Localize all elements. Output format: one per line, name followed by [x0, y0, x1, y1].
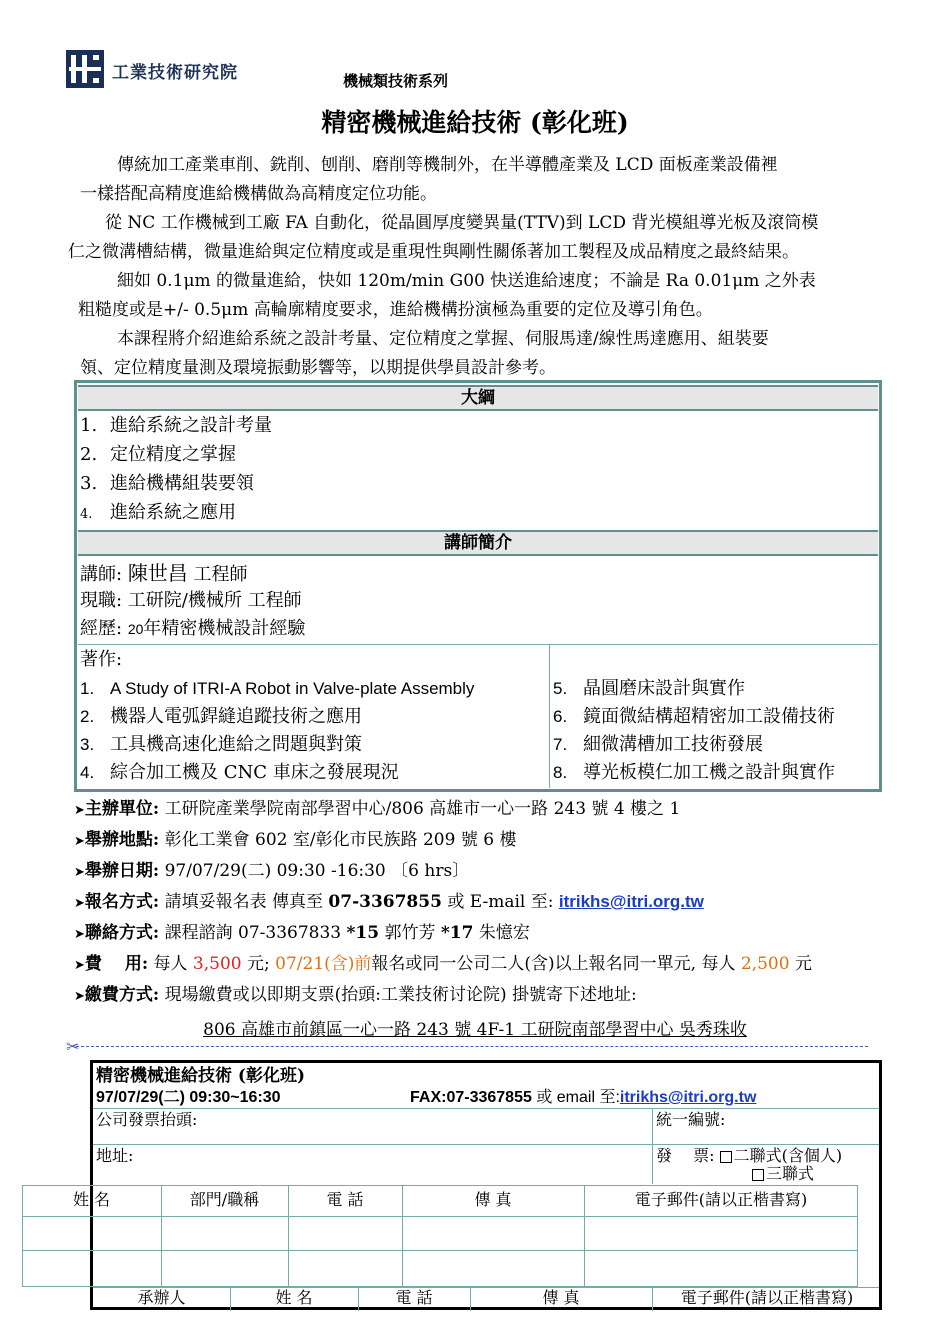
intro-line: 傳統加工產業車削、銑削、刨削、磨削等機制外，在半導體產業及 LCD 面板產業設備裡 — [117, 155, 778, 175]
form-fax: FAX:07-3367855 或 email 至:itrikhs@itri.org.tw — [410, 1089, 757, 1106]
col-header-dept: 部門/職稱 — [189, 1190, 260, 1209]
arrow-icon: ➤ — [74, 834, 85, 849]
info-venue: ➤舉辦地點: 彰化工業會 602 室/彰化市民族路 209 號 6 樓 — [74, 830, 517, 850]
outline-heading: 大綱 — [78, 385, 878, 411]
works-label: 著作: — [80, 649, 123, 670]
itri-logo-icon — [66, 50, 104, 88]
works-item: 4. 綜合加工機及 CNC 車床之發展現況 — [80, 762, 399, 783]
intro-line: 細如 0.1μm 的微量進給，快如 120m/min G00 快送進給速度；不論是 Ra 0.01μm 之外表 — [117, 271, 816, 291]
invoice-title-field[interactable]: 公司發票抬頭: — [96, 1110, 198, 1129]
divider — [22, 1216, 858, 1217]
info-fee: ➤費 用: 每人 3,500 元; 07/21(含)前報名或同一公司二人(含)以上報名同一單元, 每人 2,500 元 — [74, 954, 812, 974]
divider — [93, 1144, 879, 1145]
outline-item: 2. 定位精度之掌握 — [80, 444, 236, 465]
divider — [549, 644, 550, 788]
col-header-email: 電子郵件(請以正楷書寫) — [634, 1190, 808, 1209]
col-header-name: 姓 名 — [72, 1190, 111, 1209]
form-email-link[interactable]: itrikhs@itri.org.tw — [619, 1089, 757, 1106]
series-label: 機械類技術系列 — [343, 72, 449, 90]
arrow-icon: ➤ — [74, 958, 85, 973]
contact-col-name: 姓 名 — [275, 1288, 313, 1307]
info-payment: ➤繳費方式: 現場繳費或以即期支票(抬頭:工業技術讨论院) 掛號寄下述地址: — [74, 985, 637, 1005]
cut-line — [76, 1046, 868, 1047]
outline-item: 1. 進給系統之設計考量 — [80, 415, 272, 436]
contact-col-fax: 傳 真 — [542, 1288, 580, 1307]
contact-col-phone: 電 話 — [395, 1288, 433, 1307]
intro-line: 本課程將介紹進給系統之設計考量、定位精度之掌握、伺服馬達/線性馬達應用、組裝要 — [117, 329, 769, 349]
tax-id-field[interactable]: 統一編號: — [656, 1110, 726, 1129]
works-item: 6. 鏡面微結構超精密加工設備技術 — [553, 706, 835, 727]
intro-line: 從 NC 工作機械到工廠 FA 自動化，從晶圓厚度變異量(TTV)到 LCD 背光模組導光板及滾筒模 — [105, 213, 819, 233]
intro-line: 仁之微溝槽結構，微量進給與定位精度或是重現性與剛性關係著加工製程及成品精度之最終結果。 — [68, 242, 799, 262]
intro-line: 粗糙度或是+/- 0.5μm 高輪廓精度要求，進給機構扮演極為重要的定位及導引角色。 — [78, 300, 713, 320]
instructor-heading: 講師簡介 — [78, 530, 878, 556]
arrow-icon: ➤ — [74, 865, 85, 880]
mailing-address: 806 高雄市前鎮區一心一路 243 號 4F-1 工研院南部學習中心 吳秀珠收 — [203, 1020, 747, 1040]
divider — [652, 1108, 653, 1184]
form-title: 精密機械進給技術 (彰化班) — [96, 1066, 306, 1086]
col-header-fax: 傳 真 — [474, 1190, 512, 1209]
works-item: 3. 工具機高速化進給之問題與對策 — [80, 734, 362, 755]
invoice-duplicate-checkbox[interactable] — [720, 1151, 732, 1163]
intro-line: 一樣搭配高精度進給機構做為高精度定位功能。 — [80, 184, 437, 204]
divider — [78, 644, 878, 645]
outline-item: 4. 進給系統之應用 — [80, 502, 236, 523]
arrow-icon: ➤ — [74, 989, 85, 1004]
instructor-name: 講師: 陳世昌 工程師 — [80, 561, 248, 585]
info-organizer: ➤主辦單位: 工研院產業學院南部學習中心/806 高雄市一心一路 243 號 4 樓之 1 — [74, 799, 681, 819]
works-item: 8. 導光板模仁加工機之設計與實作 — [553, 762, 835, 783]
scissors-icon: ✂ — [66, 1037, 80, 1056]
outline-item: 3. 進給機構組裝要領 — [80, 473, 254, 494]
arrow-icon: ➤ — [74, 927, 85, 942]
instructor-job: 現職: 工研院/機械所 工程師 — [80, 590, 302, 611]
info-signup: ➤報名方式: 請填妥報名表 傳真至 07-3367855 或 E-mail 至: itrikhs@itri.org.tw — [74, 892, 704, 912]
instructor-experience: 經歷: 20年精密機械設計經驗 — [80, 618, 306, 639]
invoice-triplicate: 三聯式 — [752, 1164, 814, 1184]
org-name: 工業技術研究院 — [112, 63, 238, 82]
page-title: 精密機械進給技術 (彰化班) — [321, 108, 629, 137]
col-header-phone: 電 話 — [326, 1190, 364, 1209]
contact-col-handler: 承辦人 — [137, 1288, 186, 1307]
form-date: 97/07/29(二) 09:30~16:30 — [96, 1089, 281, 1106]
invoice-type: 發 票: 二聯式(含個人) — [656, 1146, 843, 1165]
works-item: 7. 細微溝槽加工技術發展 — [553, 734, 763, 755]
address-field[interactable]: 地址: — [96, 1146, 134, 1165]
info-contact: ➤聯絡方式: 課程諮詢 07-3367833 *15 郭竹芳 *17 朱憶宏 — [74, 923, 530, 943]
arrow-icon: ➤ — [74, 803, 85, 818]
works-item: 2. 機器人電弧銲縫追蹤技術之應用 — [80, 706, 362, 727]
arrow-icon: ➤ — [74, 896, 85, 911]
works-item: 5. 晶圓磨床設計與實作 — [553, 678, 745, 699]
signup-email-link[interactable]: itrikhs@itri.org.tw — [558, 892, 704, 911]
contact-col-email: 電子郵件(請以正楷書寫) — [680, 1288, 854, 1307]
invoice-triplicate-checkbox[interactable] — [752, 1169, 764, 1181]
divider — [93, 1108, 879, 1109]
divider — [22, 1250, 858, 1251]
info-date: ➤舉辦日期: 97/07/29(二) 09:30 -16:30 〔6 hrs〕 — [74, 861, 470, 881]
intro-line: 領、定位精度量測及環境振動影響等，以期提供學員設計參考。 — [80, 358, 556, 378]
works-item: 1. A Study of ITRI-A Robot in Valve-plate Assembly — [80, 679, 475, 698]
